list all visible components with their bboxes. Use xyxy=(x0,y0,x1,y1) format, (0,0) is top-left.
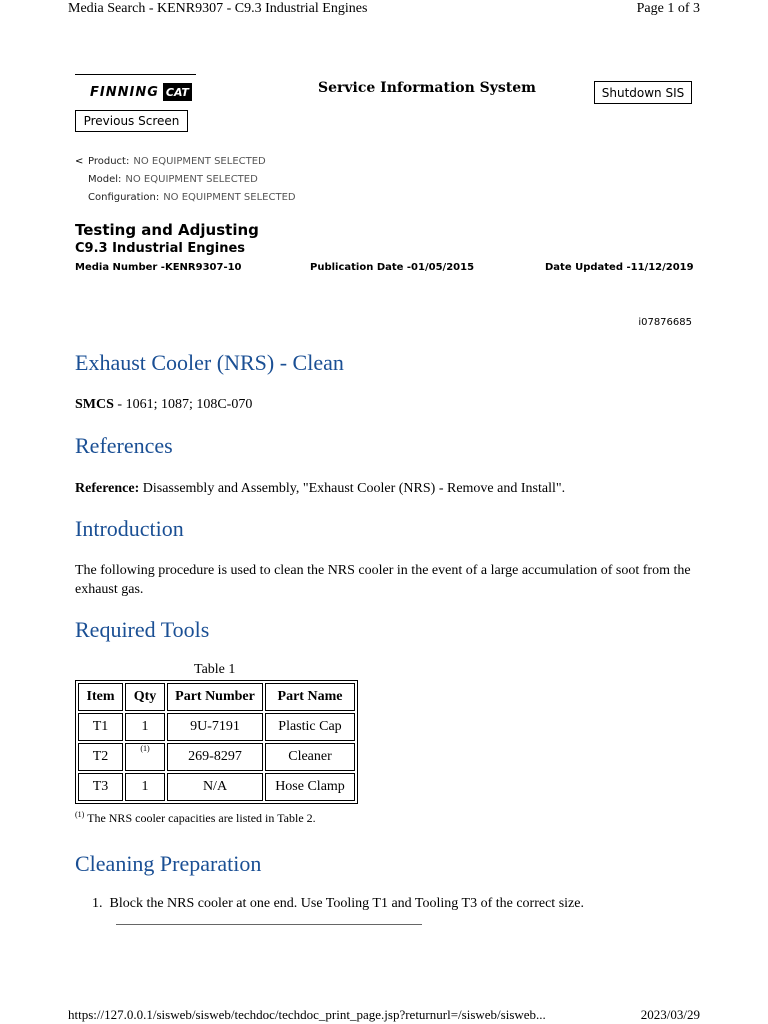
part-name-cell: Cleaner xyxy=(265,743,355,771)
table-row xyxy=(78,743,355,771)
required-tools-heading: Required Tools xyxy=(75,617,210,642)
configuration-value: NO EQUIPMENT SELECTED xyxy=(163,192,296,203)
document-subtitle: C9.3 Industrial Engines xyxy=(75,241,246,256)
column-header: Item xyxy=(78,683,123,711)
tools-table xyxy=(75,680,358,804)
column-header: Part Number xyxy=(167,683,263,711)
model-value: NO EQUIPMENT SELECTED xyxy=(125,174,258,185)
cleaning-preparation-heading: Cleaning Preparation xyxy=(75,851,262,876)
table-footnote xyxy=(75,810,316,826)
part-number-cell: 9U-7191 xyxy=(167,713,263,741)
qty-cell xyxy=(125,743,165,771)
item-cell: T2 xyxy=(78,743,123,771)
step-1 xyxy=(92,896,584,912)
qty-cell: 1 xyxy=(125,773,165,801)
product-row xyxy=(75,153,296,171)
logo-divider xyxy=(75,74,196,75)
step-text: Block the NRS cooler at one end. Use Tooling T1 and Tooling T3 of the correct size. xyxy=(109,896,584,911)
table-header-row xyxy=(78,683,355,711)
model-row xyxy=(75,171,296,189)
print-footer-url: https://127.0.0.1/sisweb/sisweb/techdoc/techdoc_print_page.jsp?returnurl=/sisweb/sisweb... xyxy=(68,1007,546,1022)
introduction-text: The following procedure is used to clean the NRS cooler in the event of a large accumulation of soot from the exhaust gas. xyxy=(75,563,691,597)
configuration-row xyxy=(75,189,296,207)
previous-screen-button[interactable]: Previous Screen xyxy=(75,110,188,132)
item-cell: T3 xyxy=(78,773,123,801)
part-name-cell: Plastic Cap xyxy=(265,713,355,741)
footnote-text: The NRS cooler capacities are listed in Table 2. xyxy=(84,811,316,825)
part-number-cell: 269-8297 xyxy=(167,743,263,771)
print-page-number: Page 1 of 3 xyxy=(636,1,700,16)
table-row xyxy=(78,773,355,801)
column-header: Qty xyxy=(125,683,165,711)
document-type-title: Testing and Adjusting xyxy=(75,221,259,239)
smcs-label: SMCS xyxy=(75,397,114,412)
qty-cell: 1 xyxy=(125,713,165,741)
step-number: 1. xyxy=(92,896,103,911)
product-label: Product: xyxy=(88,156,130,167)
reference-line xyxy=(75,479,565,498)
media-number: Media Number -KENR9307-10 xyxy=(75,262,242,273)
finning-logo-text: FINNING xyxy=(90,84,159,100)
model-label: Model: xyxy=(88,174,122,185)
configuration-label: Configuration: xyxy=(88,192,160,203)
image-placeholder-divider xyxy=(116,924,422,925)
reference-text: Disassembly and Assembly, "Exhaust Cooler (NRS) - Remove and Install". xyxy=(139,481,566,496)
smcs-line xyxy=(75,395,252,414)
print-header-title: Media Search - KENR9307 - C9.3 Industrial Engines xyxy=(68,1,368,16)
introduction-heading: Introduction xyxy=(75,516,184,541)
column-header: Part Name xyxy=(265,683,355,711)
main-title: Exhaust Cooler (NRS) - Clean xyxy=(75,350,344,375)
references-heading: References xyxy=(75,433,173,458)
reference-label: Reference: xyxy=(75,481,140,496)
publication-date: Publication Date -01/05/2015 xyxy=(310,262,475,273)
table-row xyxy=(78,713,355,741)
smcs-value: - 1061; 1087; 108C-070 xyxy=(113,397,253,412)
footnote-mark: (1) xyxy=(75,810,85,819)
shutdown-sis-button[interactable]: Shutdown SIS xyxy=(594,81,692,104)
date-updated: Date Updated -11/12/2019 xyxy=(545,262,694,273)
equipment-selection xyxy=(75,153,296,207)
part-number-cell: N/A xyxy=(167,773,263,801)
finning-cat-logo xyxy=(90,78,192,106)
print-footer-date: 2023/03/29 xyxy=(640,1007,700,1022)
item-cell: T1 xyxy=(78,713,123,741)
part-name-cell: Hose Clamp xyxy=(265,773,355,801)
cat-logo-badge: CAT xyxy=(163,83,192,101)
collapse-arrow-icon[interactable]: < xyxy=(75,156,84,167)
sis-title: Service Information System xyxy=(318,80,536,96)
product-value: NO EQUIPMENT SELECTED xyxy=(133,156,266,167)
document-id: i07876685 xyxy=(638,317,692,328)
table-caption: Table 1 xyxy=(194,662,236,677)
footnote-ref[interactable]: (1) xyxy=(140,744,150,753)
